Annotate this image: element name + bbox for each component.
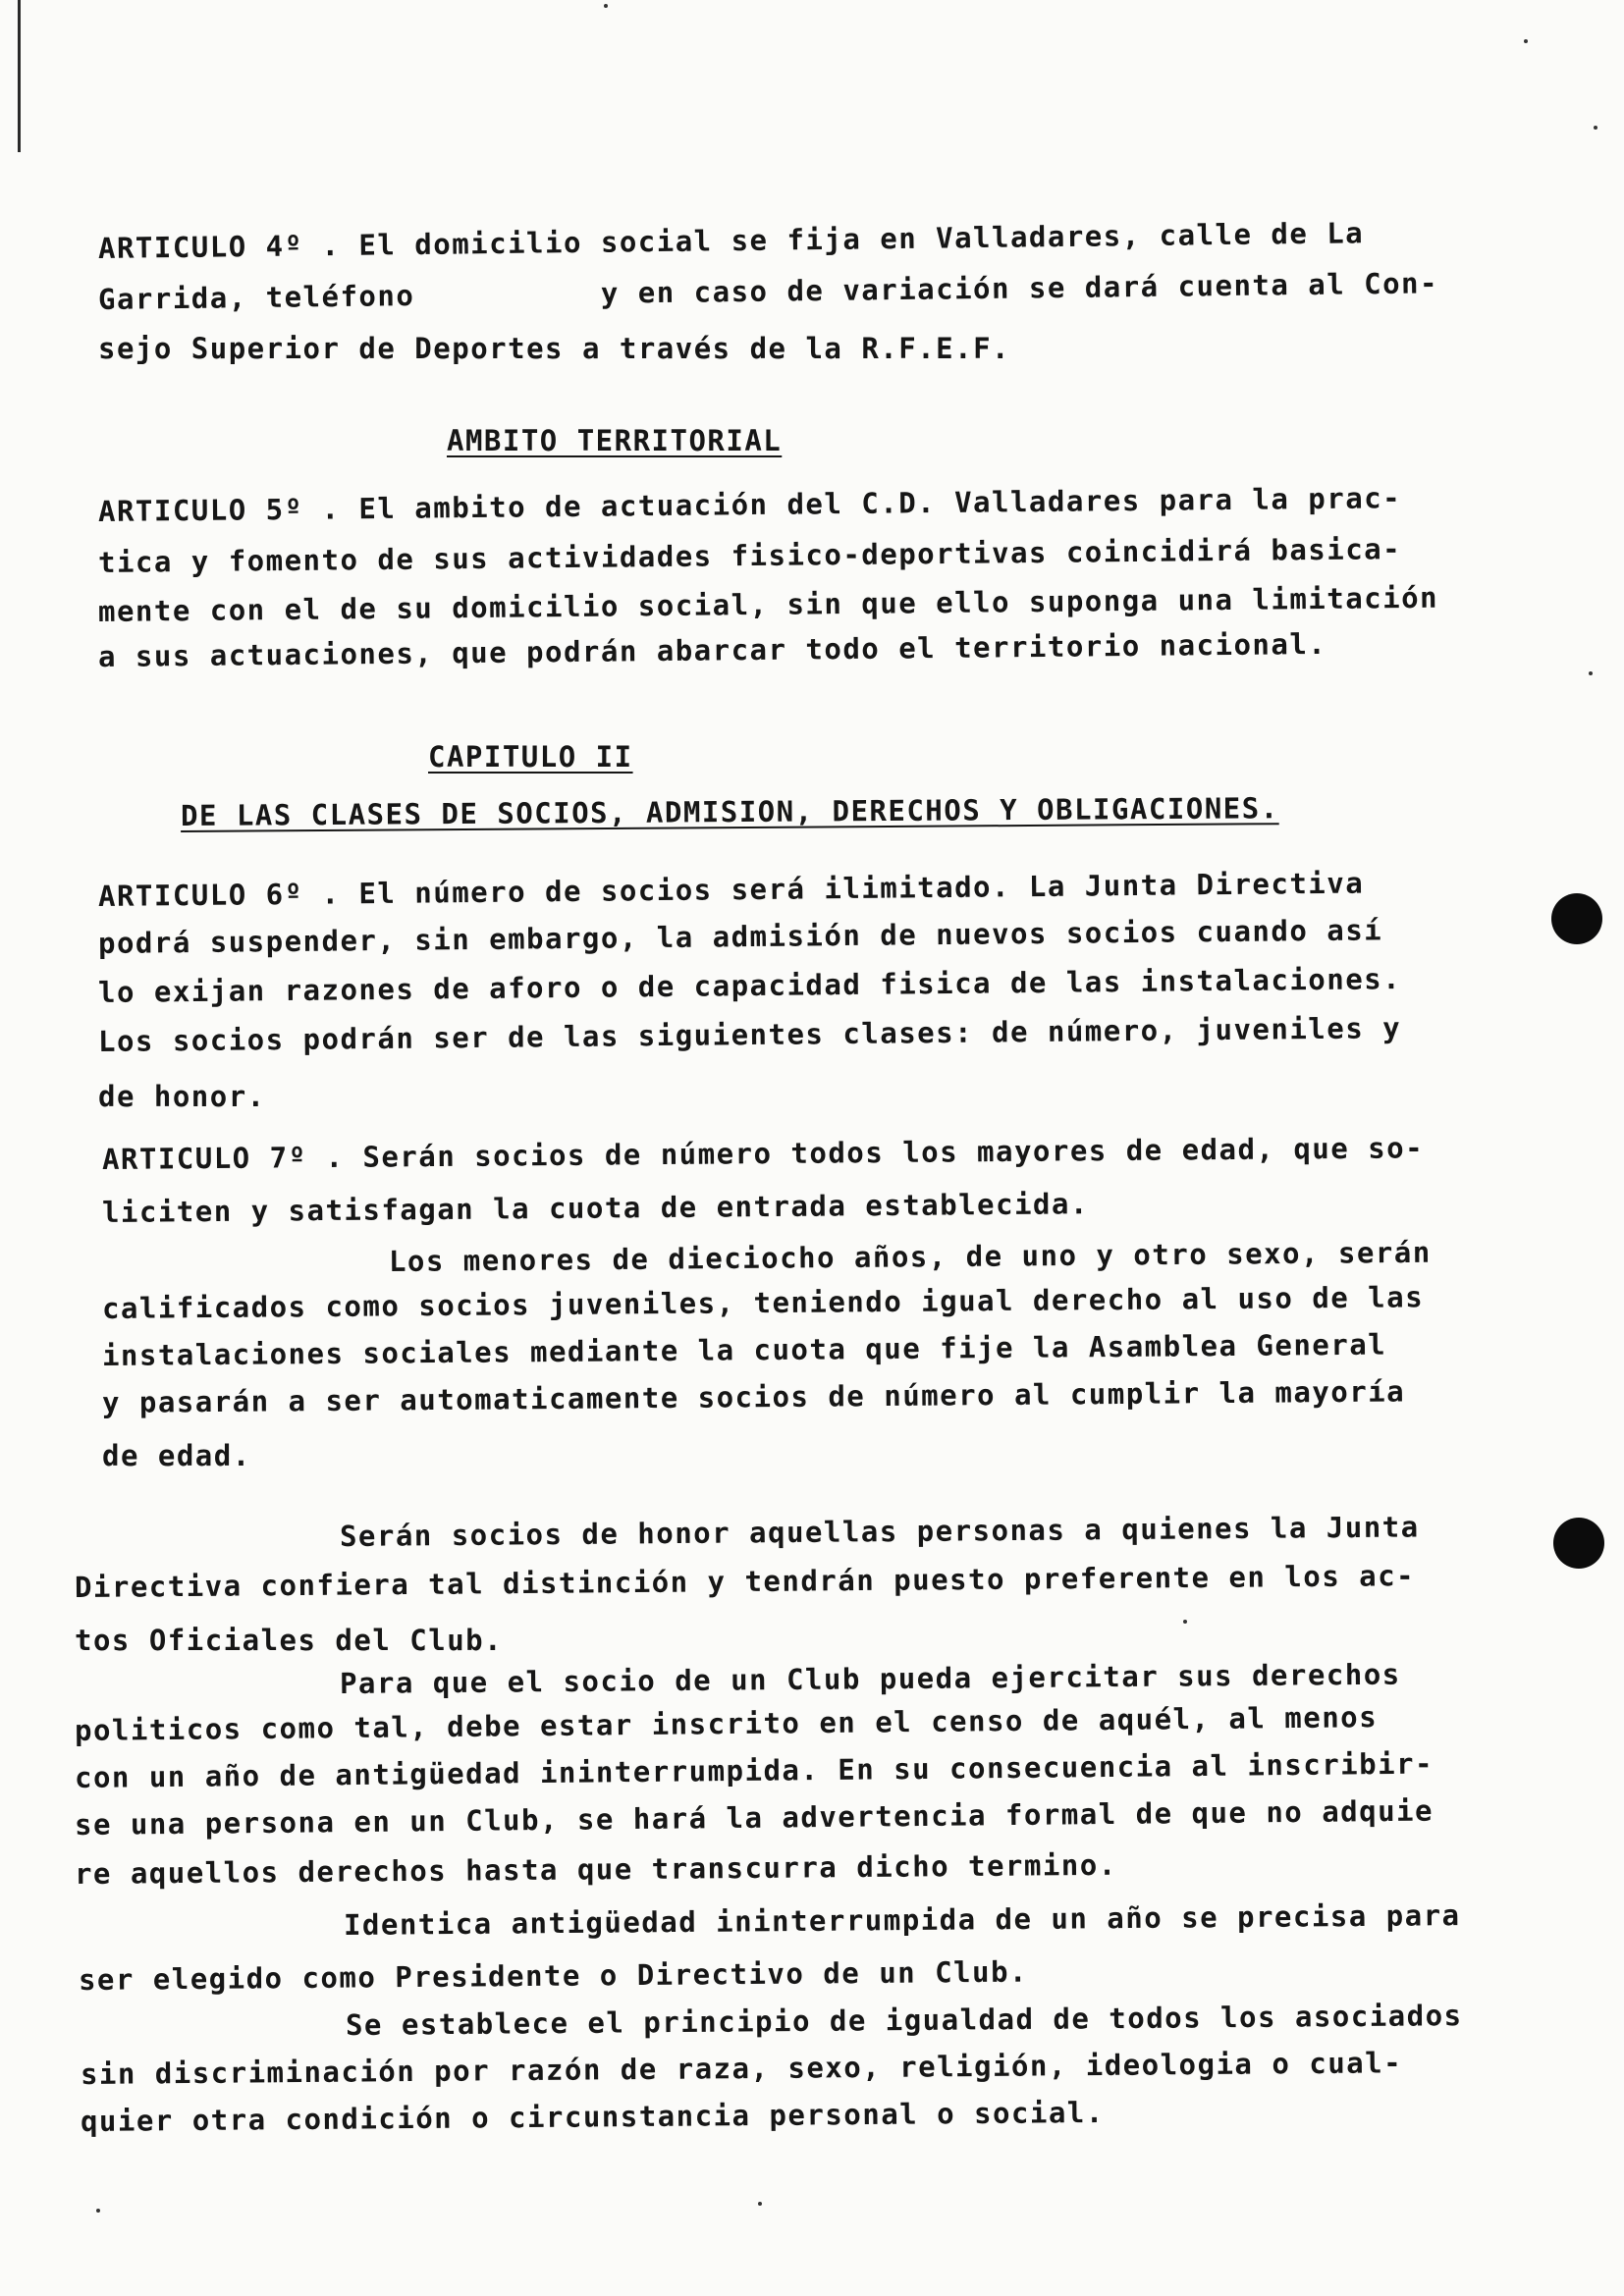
chapter-title: CAPITULO II — [428, 740, 633, 774]
igualdad-line-3: quier otra condición o circunstancia personal o social. — [80, 2095, 1105, 2138]
honor-line-2: Directiva confiera tal distinción y tendrán puesto preferente en los ac- — [74, 1559, 1416, 1604]
article-6-line-2: podrá suspender, sin embargo, la admisión de nuevos socios cuando así — [97, 913, 1383, 960]
igualdad-line-1: Se establece el principio de igualdad de todos los asociados — [345, 1999, 1463, 2042]
article-5-line-4: a sus actuaciones, que podrán abarcar todo el territorio nacional. — [97, 626, 1327, 673]
derechos-line-2: politicos como tal, debe estar inscrito en el censo de aquél, al menos — [74, 1700, 1379, 1747]
scan-speck — [1183, 1620, 1187, 1624]
article-7-line-4: calificados como socios juveniles, teniendo igual derecho al uso de las — [101, 1280, 1425, 1325]
derechos-line-1: Para que el socio de un Club pueda ejercitar sus derechos — [339, 1657, 1401, 1700]
scan-speck — [96, 2209, 100, 2213]
igualdad-line-2: sin discriminación por razón de raza, sexo, religión, ideologia o cual- — [80, 2046, 1403, 2091]
article-6-line-5: de honor. — [98, 1080, 266, 1113]
honor-line-3: tos Oficiales del Club. — [75, 1624, 504, 1657]
derechos-line-3: con un año de antigüedad ininterrumpida. En su consecuencia al inscribir- — [74, 1746, 1435, 1794]
scan-speck — [604, 4, 608, 8]
scan-speck — [1524, 39, 1528, 43]
identica-line-1: Identica antigüedad ininterrumpida de un año se precisa para — [343, 1898, 1461, 1942]
derechos-line-5: re aquellos derechos hasta que transcurra dicho termino. — [74, 1847, 1117, 1891]
identica-line-2: ser elegido como Presidente o Directivo de un Club. — [78, 1954, 1029, 1997]
chapter-subtitle: DE LAS CLASES DE SOCIOS, ADMISION, DERECHOS Y OBLIGACIONES. — [180, 791, 1279, 832]
article-6-line-3: lo exijan razones de aforo o de capacidad fisica de las instalaciones. — [97, 962, 1402, 1009]
article-5-line-1: ARTICULO 5º . El ambito de actuación del C.D. Valladares para la prac- — [97, 481, 1402, 528]
punch-hole-top — [1551, 893, 1602, 944]
article-5-line-2: tica y fomento de sus actividades fisico-deportivas coincidirá basica- — [97, 532, 1402, 579]
scan-edge-mark — [18, 0, 21, 152]
ambito-territorial-heading: AMBITO TERRITORIAL — [447, 424, 783, 457]
article-7-line-5: instalaciones sociales mediante la cuota que fije la Asamblea General — [101, 1327, 1387, 1372]
scan-speck — [758, 2202, 762, 2206]
punch-hole-bottom — [1553, 1518, 1604, 1569]
article-4-line-3: sejo Superior de Deportes a través de la R.F.E.F. — [98, 332, 1011, 365]
article-6-line-1: ARTICULO 6º . El número de socios será ilimitado. La Junta Directiva — [97, 866, 1365, 913]
article-6-line-4: Los socios podrán ser de las siguientes clases: de número, juveniles y — [97, 1011, 1402, 1058]
article-7-line-1: ARTICULO 7º . Serán socios de número todos los mayores de edad, que so- — [101, 1131, 1425, 1176]
article-5-line-3: mente con el de su domicilio social, sin que ello suponga una limitación — [97, 580, 1439, 628]
article-4-line-1: ARTICULO 4º . El domicilio social se fija en Valladares, calle de La — [97, 216, 1365, 265]
article-7-line-2: liciten y satisfagan la cuota de entrada establecida. — [101, 1187, 1089, 1229]
article-7-line-7: de edad. — [102, 1439, 251, 1472]
scan-speck — [1594, 126, 1597, 130]
scan-speck — [1589, 671, 1593, 675]
honor-line-1: Serán socios de honor aquellas personas a quienes la Junta — [339, 1510, 1420, 1553]
article-4-line-2: Garrida, teléfono y en caso de variación se dará cuenta al Con- — [97, 266, 1439, 316]
article-7-line-6: y pasarán a ser automaticamente socios de número al cumplir la mayoría — [101, 1374, 1406, 1419]
article-7-line-3: Los menores de dieciocho años, de uno y otro sexo, serán — [388, 1235, 1432, 1278]
derechos-line-4: se una persona en un Club, se hará la advertencia formal de que no adquie — [74, 1793, 1435, 1842]
